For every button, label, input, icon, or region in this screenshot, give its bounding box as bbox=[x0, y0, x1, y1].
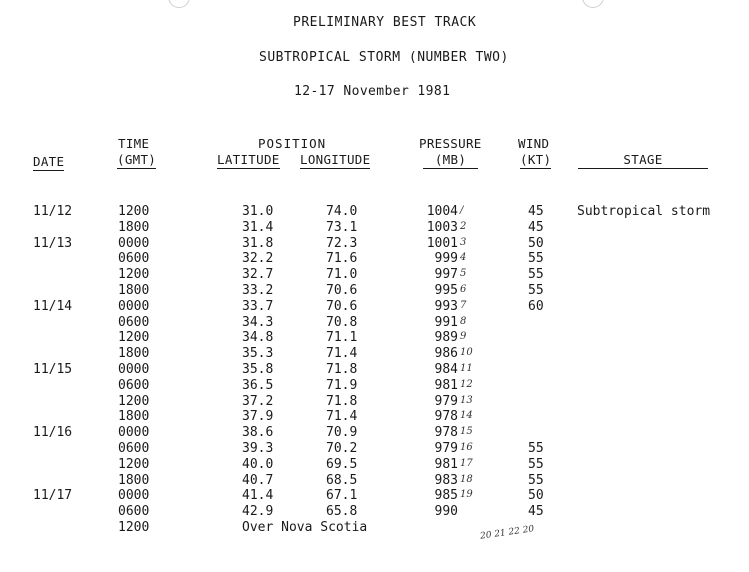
header-time-top: TIME bbox=[118, 136, 150, 151]
cell-pressure-note: 13 bbox=[460, 395, 473, 406]
cell-longitude: 65.8 bbox=[326, 504, 358, 519]
cell-wind: 45 bbox=[528, 220, 544, 235]
cell-latitude: 33.2 bbox=[242, 283, 274, 298]
cell-pressure: 978 bbox=[434, 409, 458, 424]
cell-time: 1800 bbox=[118, 473, 150, 488]
cell-longitude: 71.0 bbox=[326, 267, 358, 282]
cell-pressure: 981 bbox=[434, 378, 458, 393]
cell-time: 0600 bbox=[118, 378, 150, 393]
cell-date: 11/13 bbox=[33, 236, 73, 251]
cell-latitude: 41.4 bbox=[242, 488, 274, 503]
cell-pressure: 981 bbox=[434, 457, 458, 472]
cell-time: 0600 bbox=[118, 504, 150, 519]
cell-pressure-note: 15 bbox=[460, 426, 473, 437]
cell-pressure-note: / bbox=[460, 205, 464, 216]
cell-pressure-note: 11 bbox=[460, 363, 473, 374]
cell-longitude: 71.8 bbox=[326, 394, 358, 409]
cell-time: 1200 bbox=[118, 520, 150, 535]
cell-longitude: 71.1 bbox=[326, 330, 358, 345]
cell-longitude: 70.8 bbox=[326, 315, 358, 330]
cell-time: 0000 bbox=[118, 488, 150, 503]
header-longitude: LONGITUDE bbox=[300, 152, 371, 167]
cell-time: 1800 bbox=[118, 283, 150, 298]
header-position: POSITION bbox=[258, 136, 327, 151]
cell-wind: 55 bbox=[528, 441, 544, 456]
cell-longitude: 67.1 bbox=[326, 488, 358, 503]
cell-pressure-note: 12 bbox=[460, 379, 473, 390]
cell-time: 1200 bbox=[118, 267, 150, 282]
scan-mark-left bbox=[168, 0, 190, 8]
cell-date: 11/15 bbox=[33, 362, 73, 377]
cell-longitude: 72.3 bbox=[326, 236, 358, 251]
cell-pressure: 991 bbox=[434, 315, 458, 330]
cell-date: 11/12 bbox=[33, 204, 73, 219]
header-pressure-top: PRESSURE bbox=[419, 136, 482, 151]
cell-pressure: 995 bbox=[434, 283, 458, 298]
cell-longitude: 74.0 bbox=[326, 204, 358, 219]
cell-pressure: 1004 bbox=[426, 204, 458, 219]
cell-pressure-note: 9 bbox=[460, 331, 467, 342]
cell-latitude: 42.9 bbox=[242, 504, 274, 519]
cell-latitude: 32.7 bbox=[242, 267, 274, 282]
cell-pressure-note: 8 bbox=[460, 316, 467, 327]
cell-time: 0000 bbox=[118, 425, 150, 440]
header-time-bottom: (GMT) bbox=[117, 152, 157, 167]
cell-pressure: 997 bbox=[434, 267, 458, 282]
cell-pressure: 1001 bbox=[426, 236, 458, 251]
cell-pressure-note: 16 bbox=[460, 442, 473, 453]
cell-time: 0600 bbox=[118, 315, 150, 330]
cell-latitude: Over Nova Scotia bbox=[242, 520, 368, 535]
cell-latitude: 36.5 bbox=[242, 378, 274, 393]
cell-date: 11/17 bbox=[33, 488, 73, 503]
cell-time: 0600 bbox=[118, 251, 150, 266]
header-pressure-bottom: (MB) bbox=[423, 152, 478, 169]
cell-time: 0000 bbox=[118, 362, 150, 377]
cell-latitude: 40.7 bbox=[242, 473, 274, 488]
header-date: DATE bbox=[33, 154, 65, 169]
cell-longitude: 71.8 bbox=[326, 362, 358, 377]
title-line-1: PRELIMINARY BEST TRACK bbox=[293, 15, 477, 30]
cell-latitude: 34.8 bbox=[242, 330, 274, 345]
cell-pressure: 990 bbox=[434, 504, 458, 519]
cell-pressure-note: 17 bbox=[460, 458, 473, 469]
header-wind-bottom: (KT) bbox=[520, 152, 552, 167]
cell-time: 1800 bbox=[118, 220, 150, 235]
cell-time: 1800 bbox=[118, 346, 150, 361]
header-stage: STAGE bbox=[578, 152, 708, 169]
cell-time: 0000 bbox=[118, 236, 150, 251]
cell-pressure: 986 bbox=[434, 346, 458, 361]
cell-latitude: 39.3 bbox=[242, 441, 274, 456]
cell-pressure: 999 bbox=[434, 251, 458, 266]
cell-pressure-note: 10 bbox=[460, 347, 473, 358]
cell-time: 1800 bbox=[118, 409, 150, 424]
cell-date: 11/16 bbox=[33, 425, 73, 440]
cell-pressure-note: 19 bbox=[460, 489, 473, 500]
cell-latitude: 31.0 bbox=[242, 204, 274, 219]
cell-longitude: 71.4 bbox=[326, 346, 358, 361]
cell-pressure: 978 bbox=[434, 425, 458, 440]
cell-time: 0000 bbox=[118, 299, 150, 314]
cell-latitude: 32.2 bbox=[242, 251, 274, 266]
cell-time: 0600 bbox=[118, 441, 150, 456]
cell-wind: 55 bbox=[528, 267, 544, 282]
cell-latitude: 35.8 bbox=[242, 362, 274, 377]
cell-pressure: 984 bbox=[434, 362, 458, 377]
title-line-3: 12-17 November 1981 bbox=[294, 84, 451, 99]
cell-pressure: 979 bbox=[434, 441, 458, 456]
cell-pressure-note: 7 bbox=[460, 300, 467, 311]
cell-wind: 45 bbox=[528, 204, 544, 219]
cell-pressure-note: 14 bbox=[460, 410, 473, 421]
cell-wind: 55 bbox=[528, 457, 544, 472]
cell-latitude: 35.3 bbox=[242, 346, 274, 361]
cell-wind: 55 bbox=[528, 473, 544, 488]
cell-longitude: 71.6 bbox=[326, 251, 358, 266]
cell-wind: 50 bbox=[528, 488, 544, 503]
scan-mark-right bbox=[582, 0, 604, 8]
cell-longitude: 71.9 bbox=[326, 378, 358, 393]
cell-longitude: 73.1 bbox=[326, 220, 358, 235]
title-line-2: SUBTROPICAL STORM (NUMBER TWO) bbox=[259, 50, 509, 65]
cell-longitude: 70.2 bbox=[326, 441, 358, 456]
cell-longitude: 70.9 bbox=[326, 425, 358, 440]
cell-stage: Subtropical storm bbox=[577, 204, 711, 219]
cell-wind: 45 bbox=[528, 504, 544, 519]
cell-pressure: 1003 bbox=[426, 220, 458, 235]
cell-pressure: 989 bbox=[434, 330, 458, 345]
cell-pressure-note: 4 bbox=[460, 252, 467, 263]
cell-pressure-note: 5 bbox=[460, 268, 467, 279]
header-latitude: LATITUDE bbox=[217, 152, 280, 167]
cell-latitude: 34.3 bbox=[242, 315, 274, 330]
cell-wind: 55 bbox=[528, 251, 544, 266]
cell-wind: 60 bbox=[528, 299, 544, 314]
cell-longitude: 70.6 bbox=[326, 283, 358, 298]
cell-latitude: 33.7 bbox=[242, 299, 274, 314]
cell-pressure-note: 3 bbox=[460, 237, 467, 248]
cell-pressure: 985 bbox=[434, 488, 458, 503]
handwritten-annotation: 20 21 22 20 bbox=[479, 524, 535, 542]
cell-pressure-note: 6 bbox=[460, 284, 467, 295]
cell-time: 1200 bbox=[118, 394, 150, 409]
cell-longitude: 68.5 bbox=[326, 473, 358, 488]
cell-pressure: 979 bbox=[434, 394, 458, 409]
cell-time: 1200 bbox=[118, 457, 150, 472]
cell-latitude: 37.2 bbox=[242, 394, 274, 409]
cell-latitude: 37.9 bbox=[242, 409, 274, 424]
cell-longitude: 70.6 bbox=[326, 299, 358, 314]
cell-wind: 50 bbox=[528, 236, 544, 251]
cell-longitude: 69.5 bbox=[326, 457, 358, 472]
cell-time: 1200 bbox=[118, 330, 150, 345]
cell-latitude: 31.8 bbox=[242, 236, 274, 251]
cell-latitude: 31.4 bbox=[242, 220, 274, 235]
cell-date: 11/14 bbox=[33, 299, 73, 314]
cell-latitude: 40.0 bbox=[242, 457, 274, 472]
cell-longitude: 71.4 bbox=[326, 409, 358, 424]
cell-pressure: 983 bbox=[434, 473, 458, 488]
cell-time: 1200 bbox=[118, 204, 150, 219]
header-wind-top: WIND bbox=[518, 136, 550, 151]
cell-pressure-note: 18 bbox=[460, 474, 473, 485]
cell-latitude: 38.6 bbox=[242, 425, 274, 440]
cell-pressure: 993 bbox=[434, 299, 458, 314]
cell-pressure-note: 2 bbox=[460, 221, 467, 232]
cell-wind: 55 bbox=[528, 283, 544, 298]
